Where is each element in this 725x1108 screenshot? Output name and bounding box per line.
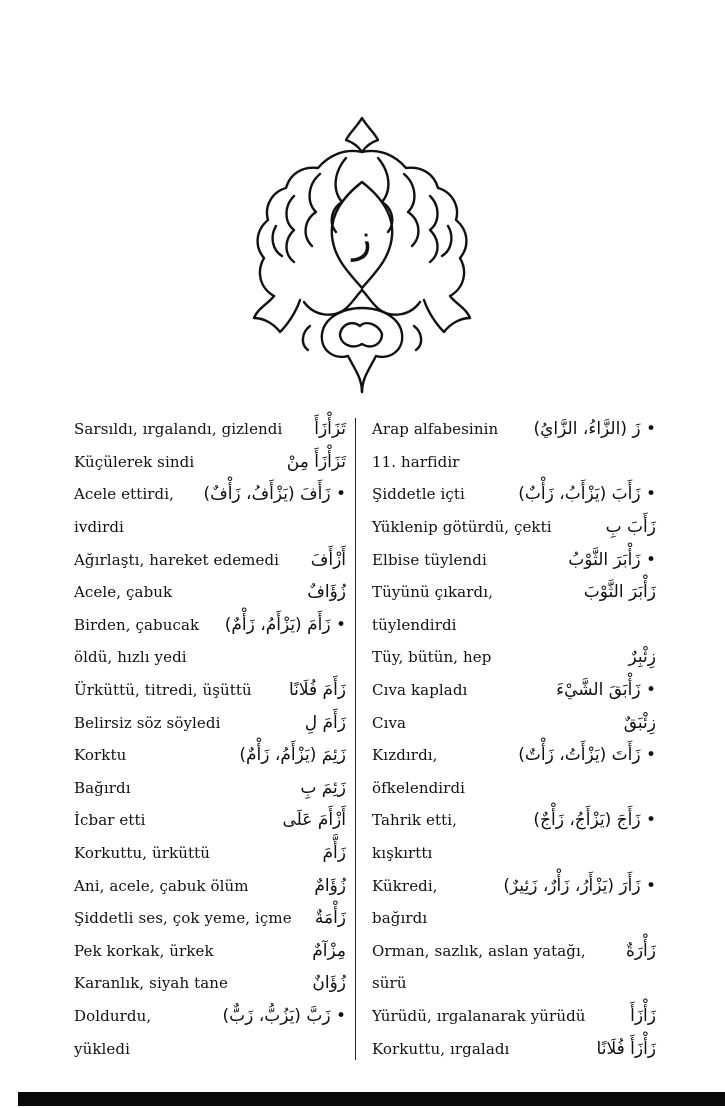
dictionary-entry: [372, 1000, 656, 1033]
dictionary-entry: [372, 446, 656, 479]
turkish-definition: Tahrik etti,: [372, 811, 457, 830]
turkish-definition: öldü, hızlı yedi: [74, 648, 187, 667]
arabic-headword: • زَبَّ (يَزُبُّ، زَبٌّ): [222, 1005, 346, 1026]
arabic-headword: زُؤَانٌ: [312, 973, 346, 994]
dictionary-entry: [372, 511, 656, 544]
page-bottom-bar: [18, 1092, 725, 1106]
chapter-letter: ز: [352, 216, 372, 262]
dictionary-entry: [372, 935, 656, 968]
turkish-definition: Şiddetli ses, çok yeme, içme: [74, 909, 292, 928]
dictionary-entry: [74, 837, 346, 870]
turkish-definition: Bağırdı: [74, 778, 131, 797]
dictionary-entry: [74, 543, 346, 576]
dictionary-entry: [74, 446, 346, 479]
arabic-headword: • زَأَرَ (يَزْأَرُ، زَأْرٌ، زَئِيرٌ): [503, 875, 656, 896]
arabic-headword: • زَ (الزَّاءُ، الزَّايُ): [533, 419, 656, 440]
turkish-definition: Elbise tüylendi: [372, 550, 487, 569]
dictionary-entry: [74, 902, 346, 935]
dictionary-entry: [74, 641, 346, 674]
dictionary-entry: [372, 641, 656, 674]
dictionary-entry: [372, 967, 656, 1000]
turkish-definition: Acele, çabuk: [74, 583, 173, 602]
dictionary-entry: [372, 739, 656, 772]
arabic-headword: • زَأَتَ (يَزْأَتُ، زَأْتٌ): [518, 745, 656, 766]
dictionary-entry: [372, 902, 656, 935]
arabic-headword: زَأَبَ بِ: [605, 517, 656, 538]
turkish-definition: Orman, sazlık, aslan yatağı,: [372, 941, 586, 960]
turkish-definition: İcbar etti: [74, 811, 146, 830]
turkish-definition: Arap alfabesinin: [372, 420, 499, 439]
arabic-headword: زَأْزَأَ: [630, 1005, 656, 1026]
arabic-headword: زَأَمَ لِ: [304, 712, 346, 733]
turkish-definition: Cıva kapladı: [372, 681, 468, 700]
turkish-definition: Küçülerek sindi: [74, 452, 195, 471]
arabic-headword: مِزْآمٌ: [312, 940, 346, 961]
turkish-definition: Korktu: [74, 746, 127, 765]
dictionary-entry: [74, 478, 346, 511]
arabic-headword: زَئِمَ بِ: [300, 777, 346, 798]
turkish-definition: Ağırlaştı, hareket edemedi: [74, 550, 280, 569]
arabic-headword: تَزَأْزَأَ: [314, 419, 346, 440]
turkish-definition: 11. harfidir: [372, 452, 460, 471]
arabic-headword: زَأَمَ فُلَانًا: [288, 680, 346, 701]
turkish-definition: Sarsıldı, ırgalandı, gizlendi: [74, 420, 283, 439]
dictionary-entry: [74, 511, 346, 544]
turkish-definition: sürü: [372, 974, 407, 993]
dictionary-entry: [372, 609, 656, 642]
dictionary-entry: [74, 804, 346, 837]
dictionary-entry: [372, 1032, 656, 1065]
column-divider: [355, 418, 356, 1060]
arabic-headword: أَزْأَمَ عَلَى: [282, 810, 346, 831]
turkish-definition: Kızdırdı,: [372, 746, 438, 765]
dictionary-entry: [372, 772, 656, 805]
arabic-headword: زَئِمَ (يَزْأَمُ، زَأْمٌ): [239, 745, 346, 766]
turkish-definition: tüylendirdi: [372, 615, 457, 634]
arabic-headword: زَأْرَةٌ: [625, 940, 656, 961]
dictionary-entry: [74, 1032, 346, 1065]
dictionary-entry: [372, 837, 656, 870]
arabic-headword: زَأْمَةٌ: [314, 908, 346, 929]
turkish-definition: Pek korkak, ürkek: [74, 941, 214, 960]
dictionary-entry: [372, 869, 656, 902]
arabic-headword: زِئْبِرٌ: [628, 647, 656, 668]
dictionary-entry: [372, 413, 656, 446]
dictionary-entry: [74, 935, 346, 968]
arabic-headword: زُؤَافٌ: [307, 582, 346, 603]
turkish-definition: Kükredi,: [372, 876, 438, 895]
turkish-definition: Tüyünü çıkardı,: [372, 583, 493, 602]
turkish-definition: Korkuttu, ırgaladı: [372, 1039, 510, 1058]
turkish-definition: Karanlık, siyah tane: [74, 974, 228, 993]
right-column: [372, 413, 656, 1065]
arabic-headword: زِئْبَقٌ: [623, 712, 656, 733]
arabic-headword: • زَأَجَ (يَزْأَجُ، زَأْجٌ): [533, 810, 656, 831]
turkish-definition: Yüklenip götürdü, çekti: [372, 518, 552, 537]
turkish-definition: ivdirdi: [74, 518, 124, 537]
turkish-definition: öfkelendirdi: [372, 778, 466, 797]
arabic-headword: • زَأَفَ (يَزْأَفُ، زَأْفٌ): [203, 484, 346, 505]
arabic-headword: زَأَّمَ: [322, 843, 346, 864]
turkish-definition: Birden, çabucak: [74, 615, 200, 634]
turkish-definition: Şiddetle içti: [372, 485, 465, 504]
arabic-headword: تَزَأْزَأَ مِنْ: [286, 451, 346, 472]
turkish-definition: kışkırttı: [372, 844, 433, 863]
turkish-definition: Ürküttü, titredi, üşüttü: [74, 681, 252, 700]
turkish-definition: Doldurdu,: [74, 1006, 152, 1025]
dictionary-entry: [74, 772, 346, 805]
arabic-headword: أَزْأَفَ: [310, 549, 346, 570]
dictionary-entry: [74, 706, 346, 739]
arabic-headword: زَأْبَرَ الثَّوْبَ: [583, 582, 656, 603]
turkish-definition: Cıva: [372, 713, 407, 732]
arabic-headword: زُؤَامٌ: [314, 875, 346, 896]
dictionary-entry: [74, 674, 346, 707]
dictionary-entry: [372, 674, 656, 707]
dictionary-entry: [74, 967, 346, 1000]
dictionary-entry: [74, 576, 346, 609]
arabic-headword: • زَأَبَ (يَزْأَبُ، زَأْبٌ): [518, 484, 656, 505]
floral-ornament: [244, 112, 480, 398]
dictionary-entry: [372, 543, 656, 576]
dictionary-entry: [74, 413, 346, 446]
dictionary-entry: [372, 804, 656, 837]
turkish-definition: Korkuttu, ürküttü: [74, 844, 211, 863]
dictionary-entry: [372, 478, 656, 511]
dictionary-entry: [372, 706, 656, 739]
arabic-headword: • زَأَمَ (يَزْأَمُ، زَأْمٌ): [224, 614, 346, 635]
turkish-definition: Tüy, bütün, hep: [372, 648, 492, 667]
dictionary-entry: [74, 609, 346, 642]
dictionary-entry: [372, 576, 656, 609]
turkish-definition: yükledi: [74, 1039, 130, 1058]
dictionary-entry: [74, 739, 346, 772]
arabic-headword: زَأْزَأَ فُلَانًا: [596, 1038, 656, 1059]
turkish-definition: Belirsiz söz söyledi: [74, 713, 221, 732]
turkish-definition: Acele ettirdi,: [74, 485, 175, 504]
turkish-definition: Yürüdü, ırgalanarak yürüdü: [372, 1006, 586, 1025]
turkish-definition: Ani, acele, çabuk ölüm: [74, 876, 249, 895]
dictionary-entry: [74, 1000, 346, 1033]
turkish-definition: bağırdı: [372, 909, 428, 928]
dictionary-entry: [74, 869, 346, 902]
arabic-headword: • زَأْبَرَ الثَّوْبُ: [568, 549, 656, 570]
arabic-headword: • زَأْبَقَ الشَّيْءَ: [556, 680, 656, 701]
left-column: [74, 413, 346, 1065]
